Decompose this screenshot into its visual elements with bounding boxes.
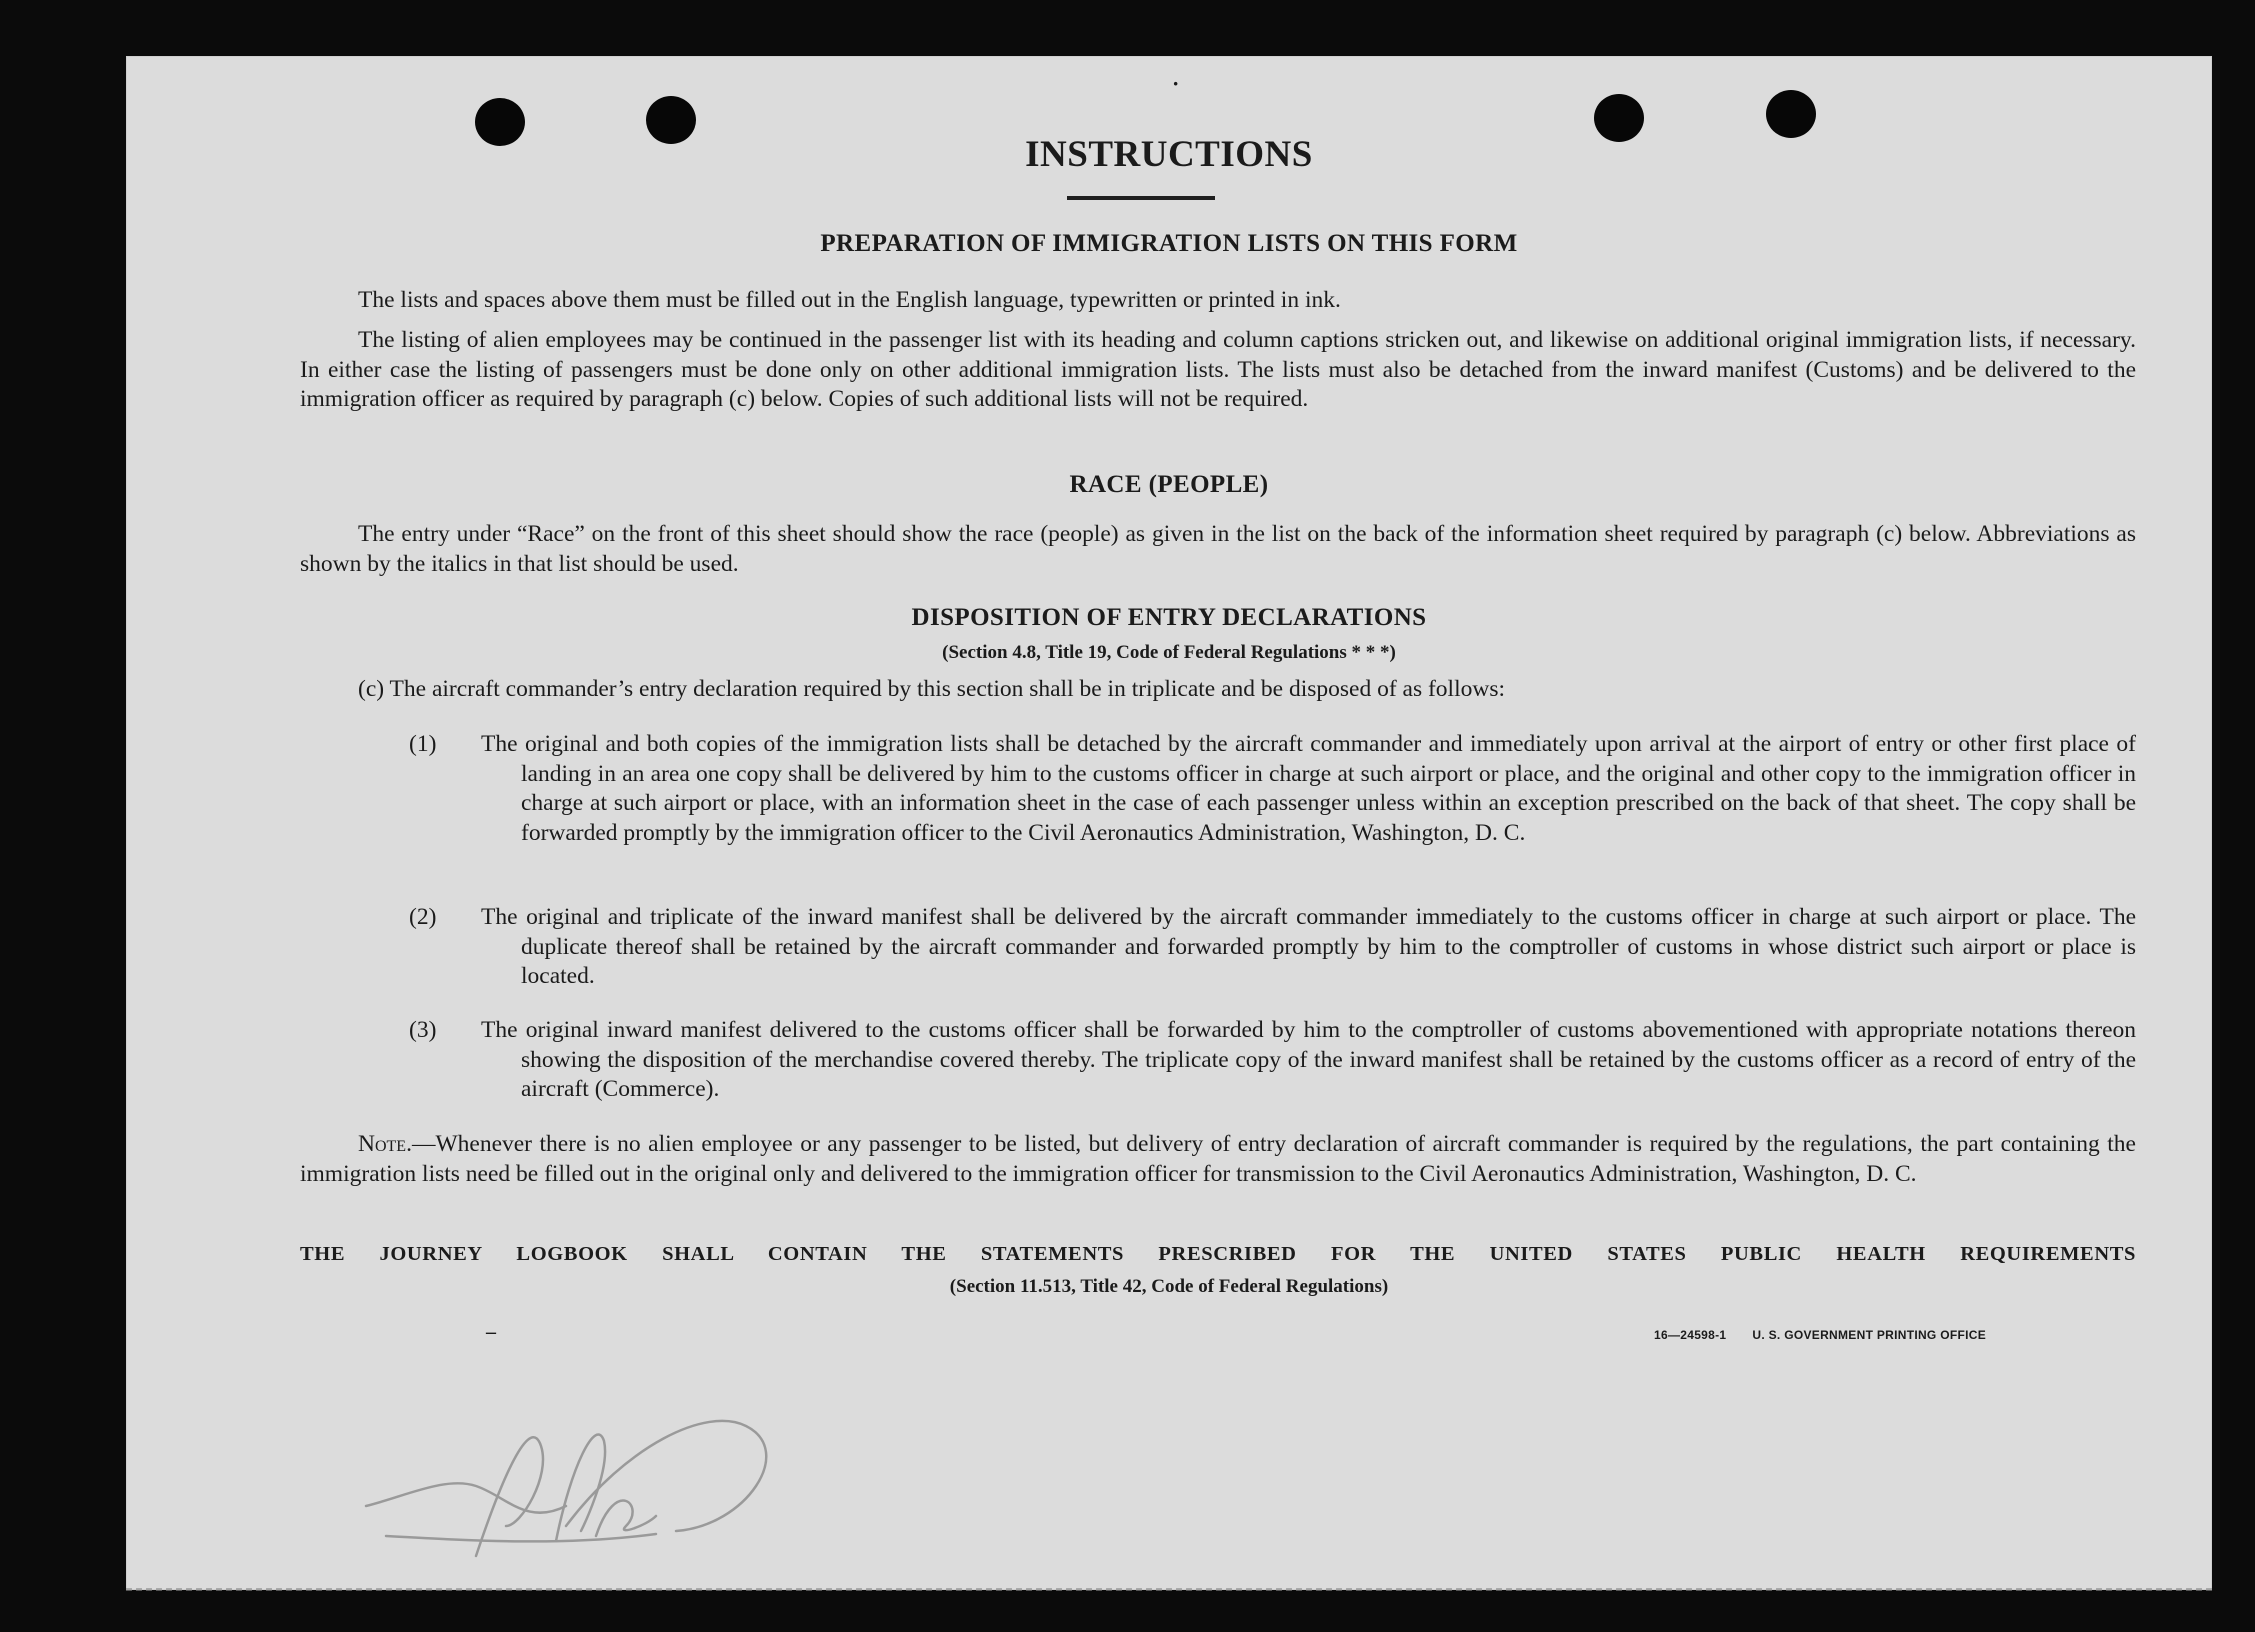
prep-paragraph-2: The listing of alien employees may be continued in the passenger list with its heading and column captions stricken out, and likewise on additional original immigration lists, if necessary. In either case the listing of passengers must be done only on other additional immigration lists. The lists must also be detached from the inward manifest (Customs) and be delivered to the immigration officer as required by paragraph (c) below. Copies of such additional lists will not be required. [300,327,2136,412]
item-number: (2) [409,904,437,930]
stray-mark: · [1172,71,1180,96]
item-number: (3) [409,1017,437,1043]
stray-mark: – [486,1321,496,1343]
list-item-1 [409,730,2136,848]
logbook-subheading: (Section 11.513, Title 42, Code of Federal Regulations) [949,1276,1389,1297]
item-number: (1) [409,731,437,757]
punch-hole-4 [1766,90,1816,138]
item-text: The original inward manifest delivered to the customs officer shall be forwarded by him to the comptroller of customs abovementioned with appropriate notations thereon showing the disposition of the merchandise covered thereby. The triplicate copy of the inward manifest shall be retained by the customs officer as a record of entry of the aircraft (Commerce). [481,1017,2136,1102]
note-text: —Whenever there is no alien employee or any passenger to be listed, but delivery of entry declaration of aircraft commander is required by the regulations, the part containing the immigration lists need be filled out in the original only and delivered to the immigration officer for transmission to the Civil Aeronautics Administration, Washington, D. C. [300,1131,2136,1187]
race-heading: RACE (PEOPLE) [1069,471,1269,498]
note-paragraph [300,1130,2136,1189]
document-sheet [126,56,2212,1590]
paragraph-c-text: The aircraft commander’s entry declaration required by this section shall be in triplicate and be disposed of as follows: [389,676,1506,702]
form-code: 16—24598-1 [1654,1328,1727,1342]
list-item-3 [409,1016,2136,1105]
item-text: The original and triplicate of the inward manifest shall be delivered by the aircraft commander immediately to the customs officer in charge at such airport or place. The duplicate thereof shall be retained by the aircraft commander and forwarded promptly by him to the comptroller of customs in whose district such airport or place is located. [481,904,2136,989]
note-label: Note. [358,1131,412,1157]
disposition-subheading: (Section 4.8, Title 19, Code of Federal Regulations * * *) [942,642,1396,663]
signature-mark [326,1356,846,1596]
race-paragraph: The entry under “Race” on the front of this sheet should show the race (people) as given in the list on the back of the information sheet required by paragraph (c) below. Abbreviations as shown by the italics in that list should be used. [300,521,2136,577]
printer-credit: U. S. GOVERNMENT PRINTING OFFICE [1752,1328,1986,1342]
list-item-2 [409,903,2136,992]
print-footer [1654,1328,1986,1342]
logbook-requirement: THE JOURNEY LOGBOOK SHALL CONTAIN THE STATEMENTS PRESCRIBED FOR THE UNITED STATES PUBLIC HEALTH REQUIREMENTS [300,1243,2136,1265]
item-text: The original and both copies of the immigration lists shall be detached by the aircraft commander and immediately upon arrival at the airport of entry or other first place of landing in an area one copy shall be delivered by him to the customs officer in charge at such airport or place, and the original and other copy to the immigration officer in charge at such airport or place, with an information sheet in the case of each passenger unless within an exception prescribed on the back of that sheet. The copy shall be forwarded promptly by the immigration officer to the Civil Aeronautics Administration, Washington, D. C. [481,731,2136,846]
disposition-heading: DISPOSITION OF ENTRY DECLARATIONS [911,604,1427,631]
sheet-bottom-edge [126,1588,2212,1591]
prep-paragraph-1: The lists and spaces above them must be filled out in the English language, typewritten or printed in ink. [358,287,1341,313]
paragraph-c [358,675,2138,705]
paragraph-c-label: (c) [358,676,385,702]
page-title: INSTRUCTIONS [1025,134,1313,175]
prep-heading: PREPARATION OF IMMIGRATION LISTS ON THIS FORM [820,230,1518,257]
title-underline [1067,196,1215,200]
